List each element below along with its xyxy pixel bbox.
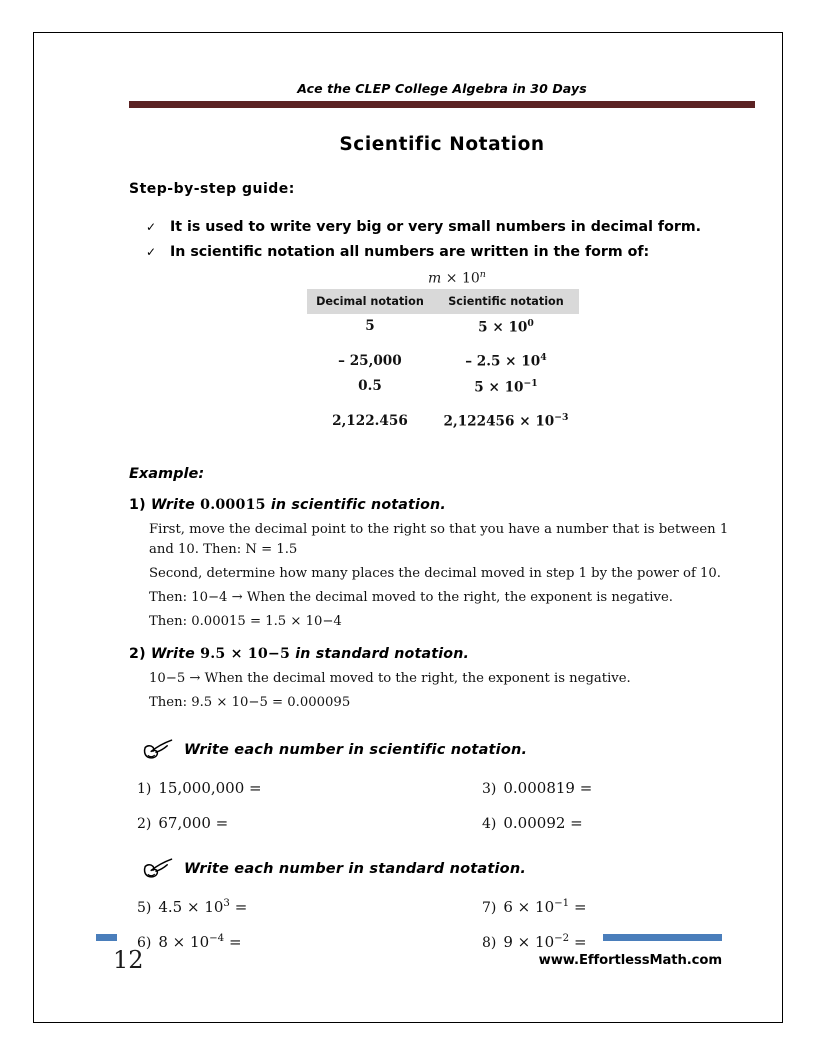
problem-item — [137, 814, 482, 832]
cell-decimal: 0.5 — [358, 378, 382, 395]
problem-body — [158, 898, 247, 916]
quill-hand-icon — [143, 739, 173, 761]
problem-number: 4) — [482, 816, 497, 833]
table-row — [307, 339, 579, 374]
problem-item — [482, 898, 755, 916]
formula-exponent: n — [479, 269, 486, 280]
general-form-formula — [129, 269, 755, 287]
problem-exponent: −2 — [554, 933, 570, 945]
site-url: www.EffortlessMath.com — [538, 953, 722, 968]
cell-exponent: −1 — [523, 377, 538, 389]
problem-item — [137, 779, 482, 797]
page-frame — [33, 32, 783, 1023]
bullet-text: In scientific notation all numbers are written in the form of: — [170, 244, 650, 260]
cell-mantissa: 2,122456 × 10 — [443, 413, 555, 430]
footer-bar-right — [603, 934, 722, 941]
problem-number: 7) — [482, 900, 497, 917]
problem-exponent: −1 — [554, 898, 570, 910]
problem-body: 0.000819 = — [503, 779, 593, 798]
problem-number: 8) — [482, 935, 497, 952]
example-2-heading-math: 9.5 × 10−5 — [200, 646, 291, 663]
problem-item — [482, 779, 755, 797]
cell-exponent: −3 — [554, 412, 569, 424]
cell-mantissa: – 2.5 × 10 — [465, 353, 541, 370]
step-by-step-guide-label: Step-by-step guide: — [129, 181, 295, 197]
bullet-text: It is used to write very big or very small numbers in decimal form. — [170, 219, 702, 235]
problem-number: 1) — [137, 781, 152, 798]
cell-exponent: 4 — [540, 352, 547, 364]
problem-item — [137, 898, 482, 916]
cell-scientific — [433, 374, 579, 400]
example-1-heading-post: in scientific notation. — [270, 496, 446, 513]
cell-scientific — [433, 399, 579, 434]
example-2-line: 10−5 → When the decimal moved to the right, the exponent is negative. — [149, 671, 631, 687]
cell-exponent: 0 — [527, 317, 534, 329]
table-row — [307, 314, 579, 340]
notation-table — [307, 289, 579, 434]
example-1-heading-math: 0.00015 — [200, 496, 266, 513]
cell-scientific — [433, 339, 579, 374]
quill-hand-icon — [143, 858, 173, 880]
problem-equals: = — [573, 898, 587, 917]
exercise-heading-standard — [143, 858, 755, 880]
problem-body — [503, 898, 586, 916]
example-1-heading-pre: Write — [150, 496, 195, 513]
formula-base: 10 — [461, 270, 480, 287]
problem-equals: = — [573, 933, 587, 952]
exercise-heading-text: Write each number in standard notation. — [184, 861, 527, 878]
problem-number: 2) — [137, 816, 152, 833]
example-1 — [129, 497, 755, 632]
footer-bar-left — [96, 934, 117, 941]
column-header-scientific: Scientific notation — [433, 289, 579, 314]
list-item — [129, 219, 755, 235]
cell-decimal: 5 — [365, 318, 375, 335]
problem-body: 67,000 = — [158, 814, 229, 833]
exercise-heading-text: Write each number in scientific notation. — [184, 742, 528, 759]
example-2-body — [149, 669, 755, 713]
example-1-heading — [129, 497, 755, 513]
example-2-heading-pre: Write — [150, 646, 195, 663]
page-footer — [96, 926, 722, 986]
table-row — [307, 399, 579, 434]
formula-variable-m: m — [428, 270, 442, 287]
cell-decimal: 2,122.456 — [332, 413, 408, 430]
problem-grid-scientific — [137, 779, 755, 832]
running-head: Ace the CLEP College Algebra in 30 Days — [297, 81, 587, 96]
problem-equals: = — [228, 933, 242, 952]
problem-mantissa: 4.5 × 10 — [158, 898, 224, 917]
example-2-heading — [129, 646, 755, 662]
example-1-line: Then: 10−4 → When the decimal moved to the right, the exponent is negative. — [149, 589, 673, 605]
example-1-line: Then: 0.00015 = 1.5 × 10−4 — [149, 614, 342, 630]
page-number: 12 — [113, 946, 144, 974]
problem-item — [482, 814, 755, 832]
table-header-row — [307, 289, 579, 314]
list-item — [129, 244, 755, 260]
table-row — [307, 374, 579, 400]
problem-exponent: 3 — [223, 898, 230, 910]
example-1-number: 1) — [129, 496, 146, 513]
example-2-number: 2) — [129, 646, 146, 663]
header-rule — [129, 101, 755, 108]
example-2 — [129, 646, 755, 713]
problem-exponent: −4 — [209, 933, 225, 945]
problem-number: 5) — [137, 900, 152, 917]
example-1-line: Second, determine how many places the decimal moved in step 1 by the power of 10. — [149, 565, 722, 581]
cell-decimal: – 25,000 — [338, 352, 402, 369]
problem-mantissa: 8 × 10 — [158, 933, 210, 952]
page-content — [129, 81, 755, 1001]
checkmark-icon: ✓ — [146, 245, 157, 259]
problem-mantissa: 9 × 10 — [503, 933, 555, 952]
exercise-heading-scientific — [143, 739, 755, 761]
problem-equals: = — [234, 898, 248, 917]
problem-body: 15,000,000 = — [158, 779, 262, 798]
problem-number: 3) — [482, 781, 497, 798]
example-1-line: First, move the decimal point to the right so that you have a number that is between 1 and 10. Then: N = 1.5 — [149, 521, 729, 557]
problem-mantissa: 6 × 10 — [503, 898, 555, 917]
problem-number: 6) — [137, 935, 152, 952]
cell-mantissa: 5 × 10 — [478, 319, 528, 336]
cell-mantissa: 5 × 10 — [474, 379, 524, 396]
problem-body: 0.00092 = — [503, 814, 583, 833]
example-section-label: Example: — [129, 465, 205, 482]
column-header-decimal: Decimal notation — [307, 289, 433, 314]
example-1-body — [149, 520, 755, 632]
example-2-line: Then: 9.5 × 10−5 = 0.000095 — [149, 695, 351, 711]
guide-bullet-list — [129, 219, 755, 260]
example-2-heading-post: in standard notation. — [295, 646, 470, 663]
cell-scientific — [433, 314, 579, 340]
notation-table-wrapper — [307, 289, 579, 434]
checkmark-icon: ✓ — [146, 220, 157, 234]
page-title: Scientific Notation — [339, 134, 545, 155]
formula-times: × — [441, 270, 462, 287]
